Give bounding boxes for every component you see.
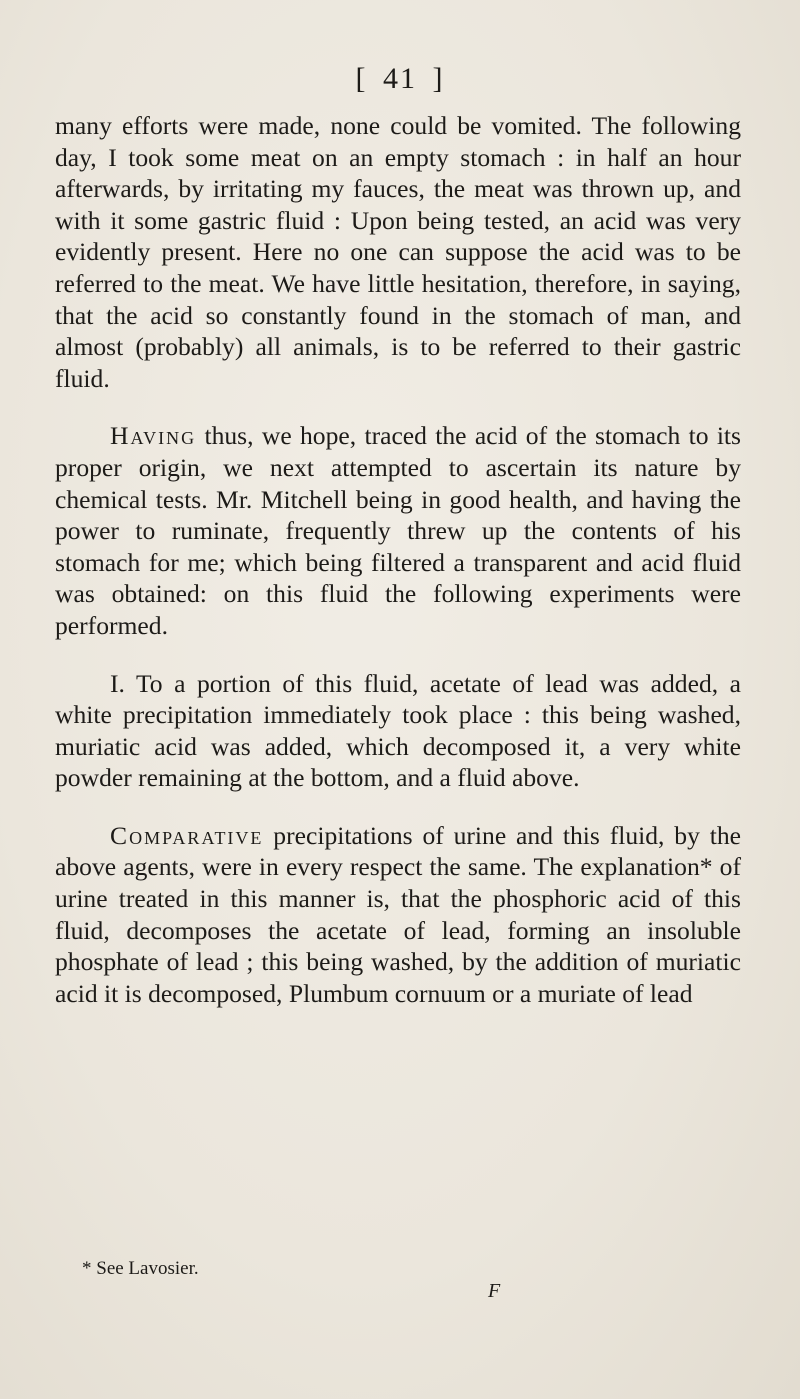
paragraph-3-text: I. To a portion of this fluid, acetate of lead was added, a white precipitation immediately took place : this being washed, muriatic acid was added, which decomposed it, a very white powder remaining at the bottom, and a fluid above. [55, 668, 741, 793]
paragraph-3 [55, 668, 741, 794]
page-number-header: [ 41 ] [355, 62, 445, 95]
signature-mark: F [488, 1280, 501, 1302]
paragraph-2 [55, 420, 741, 641]
paragraph-2-text: thus, we hope, traced the acid of the stomach to its proper origin, we next attempted to ascertain its nature by chemical tests. Mr. Mitchell being in good health, and having the power to ruminate, frequently threw up the contents of his stomach for me; which being filtered a transparent and acid fluid was obtained: on this fluid the following experiments were performed. [55, 421, 741, 640]
body-text [55, 110, 741, 1009]
paragraph-4 [55, 820, 741, 1010]
paragraph-1 [55, 110, 741, 394]
paragraph-4-lead: Comparative [110, 820, 264, 850]
paragraph-2-lead: Having [110, 421, 197, 451]
paragraph-4-text: precipitations of urine and this fluid, by the above agents, were in every respect the same. The explanation* of urine treated in this manner is, that the phosphoric acid of this fluid, decomposes the acetate of lead, forming an insoluble phosphate of lead ; this being washed, by the addition of muriatic acid it is decomposed, Plumbum cornuum or a muriate of lead [55, 820, 741, 1008]
footnote: * See Lavosier. [82, 1258, 199, 1279]
paragraph-1-text: many efforts were made, none could be vomited. The following day, I took some meat on an empty stomach : in half an hour afterwards, by irritating my fauces, the meat was thrown up, and with it some gastric fluid : Upon being tested, an acid was very evidently present. Here no one can suppose the acid was to be referred to the meat. We have little hesitation, therefore, in saying, that the acid so constantly found in the stomach of man, and almost (probably) all animals, is to be referred to their gastric fluid. [55, 111, 741, 393]
